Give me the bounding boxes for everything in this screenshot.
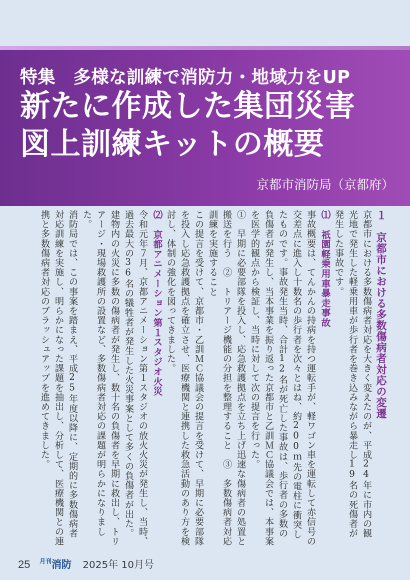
list-items: ① 早期に必要部隊を投入し、応急救護拠点を立ち上げ迅速な傷病者の処置と搬送を行う ② トリアージ機能の分担を整理すること ③ 多数傷病者対応訓練を実施すること xyxy=(207,210,245,546)
top-margin xyxy=(0,0,410,46)
section-heading: １ 京都市における多数傷病者対応の変遷 xyxy=(375,210,387,419)
vertical-text-columns xyxy=(22,210,388,546)
subsection-heading: ⑵ 京都アニメーション第１スタジオ火災 xyxy=(151,210,162,397)
header-stripe xyxy=(0,46,410,50)
paragraph: 消防局では、この事案を踏まえ、平成25年度以降に、定期的に多数傷病者対応訓練を実施し、明らかになった課題を抽出し、分析して、医療機関との連携と多数傷病者対応のブラッシュアップを進めてきました。 xyxy=(39,210,77,546)
magazine-title: 消防 xyxy=(51,560,72,571)
feature-kicker: 特集 多様な訓練で消防力・地域力をUP xyxy=(20,68,351,88)
paragraph: 京都市における多数傷病者対応を大きく変えたのが、平成24年に市内の観光地で発生した軽乗用車が歩行者を巻き込みながら暴走し19名の死傷者が発生した事故です。 xyxy=(333,210,371,539)
author-byline: 京都市消防局（京都府） xyxy=(256,177,394,192)
issue-date: 2025年 10月号 xyxy=(82,560,154,571)
paragraph: この提言を受けて、京都市・乙訓ＭＣ協議会の提言を受けて、早期に必要部隊を投入し応急救護拠点を確立させ、医療機関と連携した救急活動のあり方を検討し、体制の強化を図ってきました。 xyxy=(165,210,203,546)
paragraph: 事故概要は、てんかんの持病を持つ運転手が、軽ワゴン車を運転して赤信号の交差点に進入し十数名の歩行者を次々とはね、約200ｍ先の電柱に衝突したものです。事故発生当時、合計12名が死亡した事故は、歩行者の多数の負傷者が発生し、当本事業を振り返った京都市と乙訓ＭＣ協議会では、本事案を医学的観点から検証し、当時に対して次の提言を行った。 xyxy=(249,210,315,546)
article-body xyxy=(22,210,388,550)
magazine-small-label: 月刊 xyxy=(39,558,52,566)
page-footer xyxy=(18,556,398,574)
subsection-heading: ⑴ 祇園軽乗用車暴走事故 xyxy=(319,210,330,328)
paragraph: 令和元年７月、京都アニメーション第１スタジオの放火火災が発生し、当時、過去最大の36名の犠牲者が発生した火災事案として多くの負傷者が出た。建物内の火災に多数の傷病者が発生し、数十名の負傷者を早期に救出し、トリアージ・現場救護所の設置など、多数傷病者対応の課題が明らかになりました。 xyxy=(81,210,147,546)
magazine-name xyxy=(39,560,71,571)
page-number: 25 xyxy=(18,559,31,571)
article-title: 新たに作成した集団災害 図上訓練キットの概要 xyxy=(20,89,356,162)
